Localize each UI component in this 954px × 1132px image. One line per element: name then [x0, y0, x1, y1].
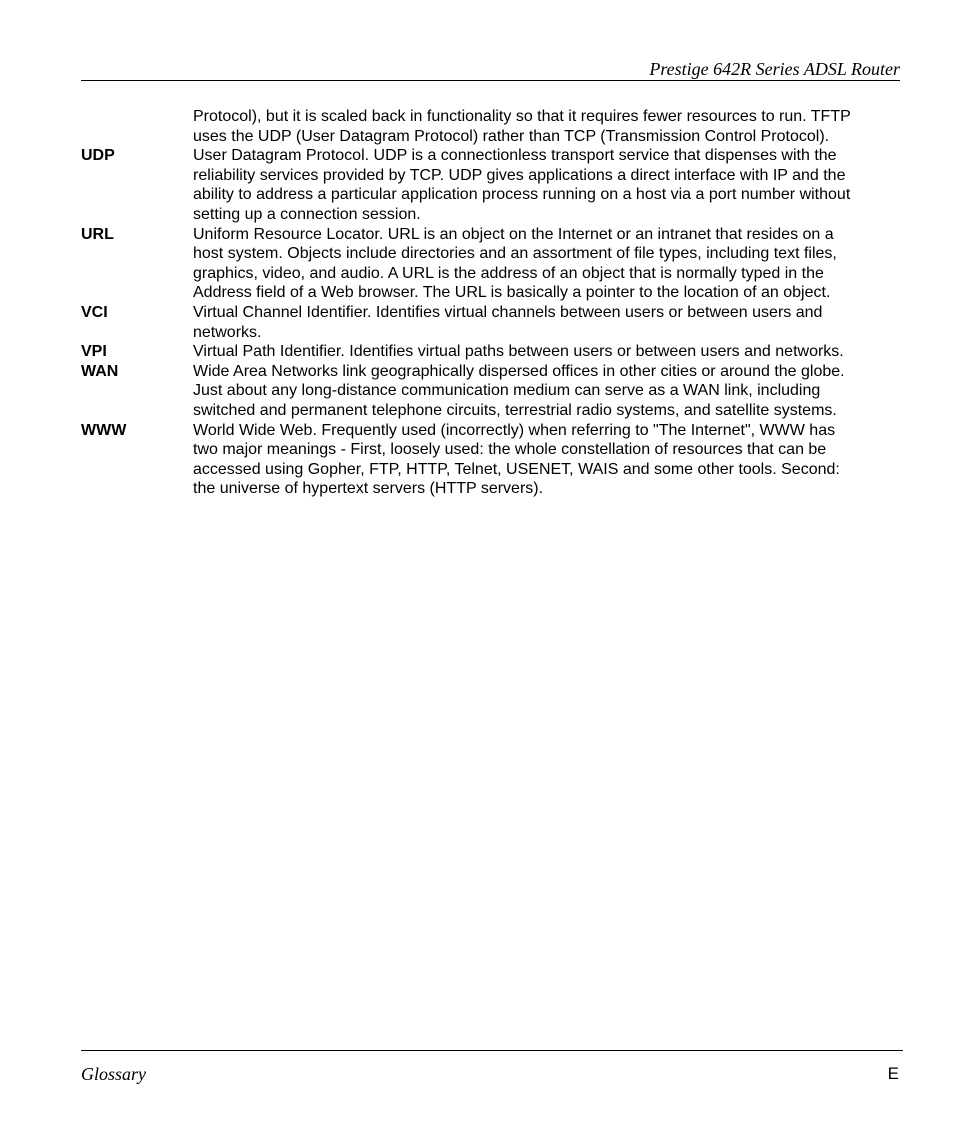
definition-line: Uniform Resource Locator. URL is an object on the Internet or an intranet that resides on a: [193, 225, 834, 243]
glossary-entry-vci: [81, 303, 903, 342]
definition-line: Virtual Channel Identifier. Identifies virtual channels between users or between users and: [193, 303, 823, 321]
glossary-definition: [193, 146, 903, 224]
glossary-entry-udp: [81, 146, 903, 224]
glossary-term: VPI: [81, 343, 107, 361]
definition-line: host system. Objects include directories and an assortment of file types, including text files,: [193, 245, 837, 263]
glossary-definition: [193, 342, 903, 362]
glossary-entry-tftp-continued: [81, 107, 903, 146]
definition-line: two major meanings - First, loosely used: the whole constellation of resources that can be: [193, 441, 827, 459]
definition-line: networks.: [193, 323, 262, 341]
definition-line: accessed using Gopher, FTP, HTTP, Telnet, USENET, WAIS and some other tools. Second:: [193, 460, 840, 478]
definition-line: Just about any long-distance communication medium can serve as a WAN link, including: [193, 382, 821, 400]
footer-section-title: Glossary: [81, 1064, 147, 1084]
glossary-entry-www: [81, 421, 903, 499]
definition-line: switched and permanent telephone circuits, terrestrial radio systems, and satellite systems.: [193, 401, 837, 419]
glossary-list: [81, 107, 903, 499]
definition-line: User Datagram Protocol. UDP is a connectionless transport service that dispenses with the: [193, 147, 837, 165]
glossary-entry-url: [81, 225, 903, 303]
definition-line: reliability services provided by TCP. UDP gives applications a direct interface with IP and the: [193, 166, 846, 184]
glossary-term: URL: [81, 225, 114, 243]
definition-line: ability to address a particular application process running on a host via a port number without: [193, 186, 851, 204]
definition-line: Wide Area Networks link geographically dispersed offices in other cities or around the globe.: [193, 362, 845, 380]
glossary-definition: [193, 303, 903, 342]
glossary-term: WWW: [81, 421, 127, 439]
glossary-definition: [193, 421, 903, 499]
definition-line: World Wide Web. Frequently used (incorrectly) when referring to "The Internet", WWW has: [193, 421, 836, 439]
definition-line: Virtual Path Identifier. Identifies virtual paths between users or between users and networks.: [193, 343, 844, 361]
glossary-entry-vpi: [81, 342, 903, 362]
glossary-definition: [193, 107, 903, 146]
running-header-title: Prestige 642R Series ADSL Router: [649, 59, 900, 79]
definition-line: Address field of a Web browser. The URL is basically a pointer to the location of an object.: [193, 284, 831, 302]
page-number: E: [887, 1064, 899, 1083]
glossary-term: UDP: [81, 147, 115, 165]
definition-line: graphics, video, and audio. A URL is the address of an object that is normally typed in the: [193, 264, 824, 282]
definition-line: setting up a connection session.: [193, 205, 421, 223]
footer-divider: [81, 1050, 903, 1051]
definition-line: Protocol), but it is scaled back in functionality so that it requires fewer resources to run. TFTP: [193, 108, 851, 125]
header-divider: [81, 80, 900, 81]
glossary-term: WAN: [81, 362, 119, 380]
definition-line: the universe of hypertext servers (HTTP servers).: [193, 480, 544, 498]
glossary-definition: [193, 225, 903, 303]
glossary-entry-wan: [81, 362, 903, 421]
glossary-term: VCI: [81, 303, 108, 321]
definition-line: uses the UDP (User Datagram Protocol) rather than TCP (Transmission Control Protocol).: [193, 127, 830, 145]
glossary-definition: [193, 362, 903, 421]
